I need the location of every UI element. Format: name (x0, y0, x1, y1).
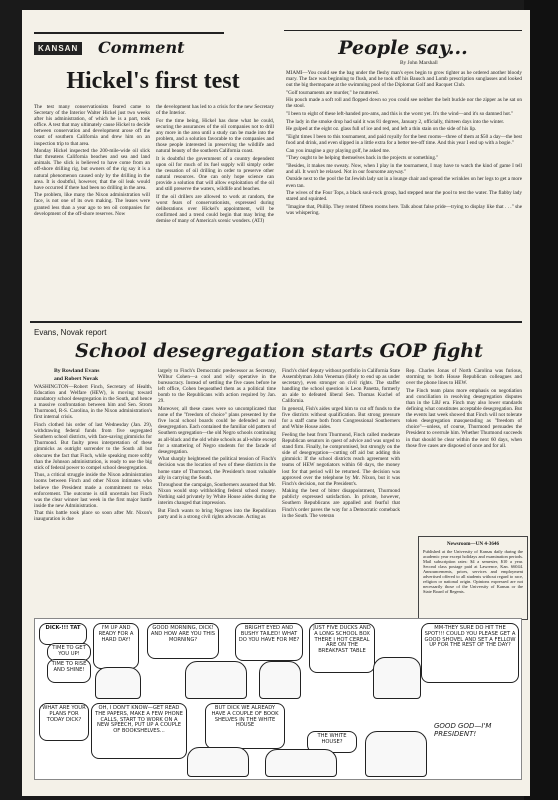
paragraph: Rep. Charles Jonas of North Carolina was furious, storming to both House Republican colleagues and over the phone lines to HEW. (406, 368, 522, 387)
character-figure (259, 661, 301, 699)
column-2 (158, 368, 276, 612)
paragraph: The Finch team plans more emphasis on negotiation and conciliation in resolving desegregation disputes than in the LBJ era. Finch may also lower standards defining what constitutes acceptable desegregation. But the events last week showed that Finch will not tolerate token desegregation masquerading as "freedom of choice"—unless, of course, Thurmond persuades the President to overrule him. Whether Thurmond succeeds in that should be clear within the next 60 days, when those five cases are disposed of once and for all. (406, 387, 522, 449)
paragraph: If the oil drillers are allowed to work at random, the worst fears of conservationists, expressed during deliberations over Hickel's appointment, will be confirmed and a trend could begin that may bring the demise of many of America's scenic wonders. (ATJ) (156, 193, 274, 225)
paragraph: "Imagine that, Phillip. They rented fifteen rooms here. Talk about false pride—trying to display like that . . ." she was whispering. (286, 203, 522, 216)
people-say-headline: People say... (284, 30, 522, 59)
publication-info: Published at the University of Kansas daily during the academic year except holidays and examination periods. Mail subscription rates: $4 a semester, $10 a year. Second class postage paid at Lawrence, Kan. 66044. Announcements, prices, services and employment advertised offered to all students without regard to race, religion or national origin. Opinions expressed are not necessarily those of the University of Kansas or the State Board of Regents. (423, 548, 523, 595)
editorial-column-2 (156, 104, 274, 314)
paragraph: What sharply heightened the political tension of Finch's decision was the location of two of these districts in the home state of Thurmond, the President's most valuable ally in carrying the South. (158, 456, 276, 481)
paragraph: Making the best of bitter disappointment, Thurmond publicly expressed satisfaction. In private, however, Southern Republicans are appalled and fearful that Finch's order paves the way for a Democratic comeback in the South. The veteran (282, 488, 400, 519)
paragraph: Moreover, all these cases were so uncomplicated that none of the "freedom of choice" plans presented by the five local school boards could be defended as real desegregation. Each contained the familiar old pattern of Southern segregation—the old Negro schools continuing as all-black and the old white schools as all-white except for a smattering of Negro students for the facade of desegregation. (158, 406, 276, 455)
paragraph: Outside next to the pool the fat Jewish lady sat in a lounge chair and spread the wrinkles on her legs to get a more even tan. (286, 176, 522, 189)
paragraph: "I been to eight of these left-handed pro-ams, and this is the worst yet. It's the wind—and it's so damned hot." (286, 111, 514, 118)
paragraph: Throughout the campaign, Southerners assumed that Mr. Nixon would stop withholding federal school money. Nothing said privately by White House aides during the interim changed that impression. (158, 482, 276, 507)
character-figure (95, 667, 141, 699)
paragraph: "Besides, it makes me sweaty. Now, when I play in the tournament, I may have to watch the kind of game I tell and all. It won't be relaxed. Not in our foursome anyway." (286, 162, 522, 175)
paragraph: For the time being, Hickel has done what he could, securing the assurances of the oil companies not to drill any more in the area until a study can be made into the problem, and a solution favorable to the companies and those people interested in preserving the wildlife and natural beauty of the southern California coast. (156, 117, 274, 155)
column-3 (282, 368, 400, 612)
paragraph: Monday Hickel inspected the 200-mile-wide oil slick that threatens California beaches and sea and land animals. The slick is believed to have come from an off-shore drilling rig, but owners of the rig say it is a natural phenomenon caused only by the drilling in the area. It is doubtful, however, that the oil leak would have occurred if there had been no drilling in the area. (34, 148, 150, 191)
speech-bubble: THE WHITE HOUSE? (307, 731, 357, 753)
comic-strip (34, 618, 522, 780)
paragraph: The lady in the smoke drop had said it was 81 degrees, January 2, officially, thirteen days into the winter. (286, 118, 505, 125)
newsroom-line: Newsroom—UN 4-3646 (446, 541, 500, 547)
paragraph: The problem, like many the Nixon administration will face, is not one of its own making. The leases were granted less than a year ago to ten oil companies for development of the off-shore reserves. Now (34, 192, 150, 217)
paragraph: Can you imagine a guy playing golf, he asked me. (286, 147, 391, 154)
speech-bubble: MM-THEY SURE DO HIT THE SPOT!!! COULD YOU PLEASE GET A GOOD SHOVEL AND SET A FELLOW UP FOR THE REST OF THE DAY? (421, 623, 519, 683)
paragraph: In general, Fish's aides urged him to cut off funds to the five districts without qualification. But strong pressure for a staff came both from Congressional Southerners and White House aides. (282, 406, 400, 431)
section-title: Comment (98, 38, 185, 57)
people-say-column (286, 70, 522, 316)
character-figure (187, 747, 249, 777)
speech-bubble: DICK-!!! TAT (39, 623, 87, 645)
speech-bubble: JUST FIVE DUCKS AND A LONG SCHOOL BOX THERE I HOT CEREAL ARE ON THE BREAKFAST TABLE (309, 623, 375, 673)
column-kicker: Evans, Novak report (34, 328, 107, 337)
column-1 (34, 368, 152, 612)
paragraph: His pouch made a soft roll and flopped down so you could see neither the belt buckle nor the zipper as he sat on the stool. (286, 97, 522, 110)
paragraph: Finch clothed his order of last Wednesday (Jan. 29), withdrawing federal funds from five segregated Southern school districts, with face-saving gimmicks for Thurmond. But faulty press interpretation of these gimmicks as outright surrender to the South all but obscures the fact that Finch, while speaking more softly than the Johnson administration, is ready to use the big stick of federal power to compel school desegregation. (34, 422, 152, 471)
speech-bubble: WHAT ARE YOUR PLANS FOR TODAY DICK? (39, 703, 89, 741)
paragraph: But Finch wants to bring Negroes into the Republican party and is a strong civil rights advocate. Acting as (158, 508, 276, 521)
paragraph: He gulped at the eight oz. glass full of ice and red, and left a thin stain on the side of his lip. (286, 126, 477, 133)
paragraph: "They ought to be helping themselves back in the projects or something." (286, 155, 439, 162)
editorial-headline: Hickel's first test (66, 68, 240, 94)
paragraph: largely to Finch's Democratic predecessor as Secretary, Wilbur Cohen—a cool and wily operative in the bureaucracy. Instead of settling the five cases before he left office, Cohen bequeathed them as a political time bomb to the Republicans with action required by Jan. 29. (158, 368, 276, 405)
speech-bubble: OH, I DON'T KNOW—GET READ THE PAPERS, MAKE A FEW PHONE CALLS, START TO WORK ON A NEW SPEECH, PUT UP A COUPLE OF BOOKSHELVES... (91, 703, 187, 759)
speech-bubble: TIME TO RISE AND SHINE! (47, 659, 91, 683)
paragraph: WASHINGTON—Robert Finch, Secretary of Health, Education and Welfare (HEW), is moving toward mandatory school desegregation in the South, and hence a massive confrontation between him and Sen. Strom Thurmond, R-S. Carolina, in the Nixon administration's first internal crisis. (34, 384, 152, 421)
character-figure (365, 731, 427, 777)
character-figure (185, 661, 247, 699)
column-4 (406, 368, 522, 532)
section-divider (30, 321, 522, 323)
character-figure (373, 657, 421, 699)
paragraph: "Eight times I been to this tournament, and paid royally for the best rooms—three of them at $50 a day—the best food and drink, and even slipped in a little extra for a better tee-off time. And this year I end up with a bogie." (286, 133, 522, 146)
speech-bubble: BRIGHT EYED AND BUSHY TAILED! WHAT DO YOU HAVE FOR ME? (235, 623, 303, 661)
paragraph: The test many conservationists feared came to Secretary of the Interior Walter Hickel just two weeks after his administration, of which he is a part, took office. A test that may ultimately cause Hickel to decide between conservation and development arose off the coast of southern California and drew him on an inspection trip to that area. (34, 104, 150, 147)
paragraph: Feeling the heat from Thurmond, Finch called moderate Republican senators in quest of advice and was urged to stand firm. Finally, he compromised, but strongly on the side of desegregation—cutting off aid but adding this gimmick: If the school districts reach agreement with teams of HEW negotiators within 60 days, the money lost for that period will be returned. The decision was approved over the telephone by Mr. Nixon, but it was Finch's decision, not the President's. (282, 431, 400, 487)
newspaper-page (22, 10, 530, 796)
people-byline: By John Marshall (400, 60, 438, 66)
speech-bubble: BUT DICK WE ALREADY HAVE A COUPLE OF BOOK SHELVES IN THE WHITE HOUSE (205, 703, 285, 749)
kansan-logo: KANSAN (34, 42, 82, 55)
byline: By Rowland Evans (54, 368, 100, 374)
speech-bubble: GOOD MORNING, DICK! AND HOW ARE YOU THIS MORNING? (147, 623, 219, 659)
paragraph: the development has led to a crisis for the new Secretary of the Interior. (156, 104, 274, 117)
paragraph: Finch's chief deputy without portfolio in California State Assemblyman John Veneman (likely to end up as under secretary), even stronger on civil rights. The staffer handling the school question is Leon Panetta, formerly an aide to defeated liberal Sen. Thomas Kuchel of California. (282, 368, 400, 405)
speech-bubble: TIME TO GET YOU UP! (47, 643, 91, 661)
paragraph: "Golf tournaments are murder," he muttered. (286, 89, 379, 96)
paragraph: Thus, a critical struggle inside the Nixon administration looms between Finch and other Nixon intimates who believe the President made a commitment to relax enforcement. The outcome is still uncertain but Finch was the clear winner last week in the first major battle inside the new Administration. (34, 472, 152, 509)
paragraph: The wives of the Four Tops, a black soul-rock group, had stepped near the pool to test the water. The flabby lady stared and squinted. (286, 190, 522, 203)
character-figure (265, 749, 337, 777)
column-headline: School desegregation starts GOP fight (75, 340, 483, 362)
editorial-column-1 (34, 104, 150, 314)
byline: and Robert Novak (54, 376, 99, 382)
paragraph: MIAMI—You could see the bag under the fleshy man's eyes begin to grow tighter as he ordered another bloody mary. The face was beginning to flush, and he took off his Bausch and Lomb prescription sunglasses and looked out the big thermopane at the swimming pool of the Diplomat Golf and Racquet Club. (286, 70, 522, 89)
speech-bubble: GOOD GOD—I'M PRESIDENT! (434, 722, 492, 738)
speech-bubble: I'M UP AND READY FOR A HARD DAY! (93, 623, 139, 669)
paragraph: That this battle took place so soon after Mr. Nixon's inauguration is due (34, 510, 152, 523)
masthead (34, 32, 224, 64)
publication-info-box (418, 536, 528, 620)
paragraph: It is doubtful the government of a country dependent upon oil for much of its fuel supply will simply order the cessation of oil drilling in order to preserve other natural resources. One can only hope science can provide a solution that will allow exploitation of the oil and still preserve the waters, wildlife and beaches. (156, 155, 274, 193)
